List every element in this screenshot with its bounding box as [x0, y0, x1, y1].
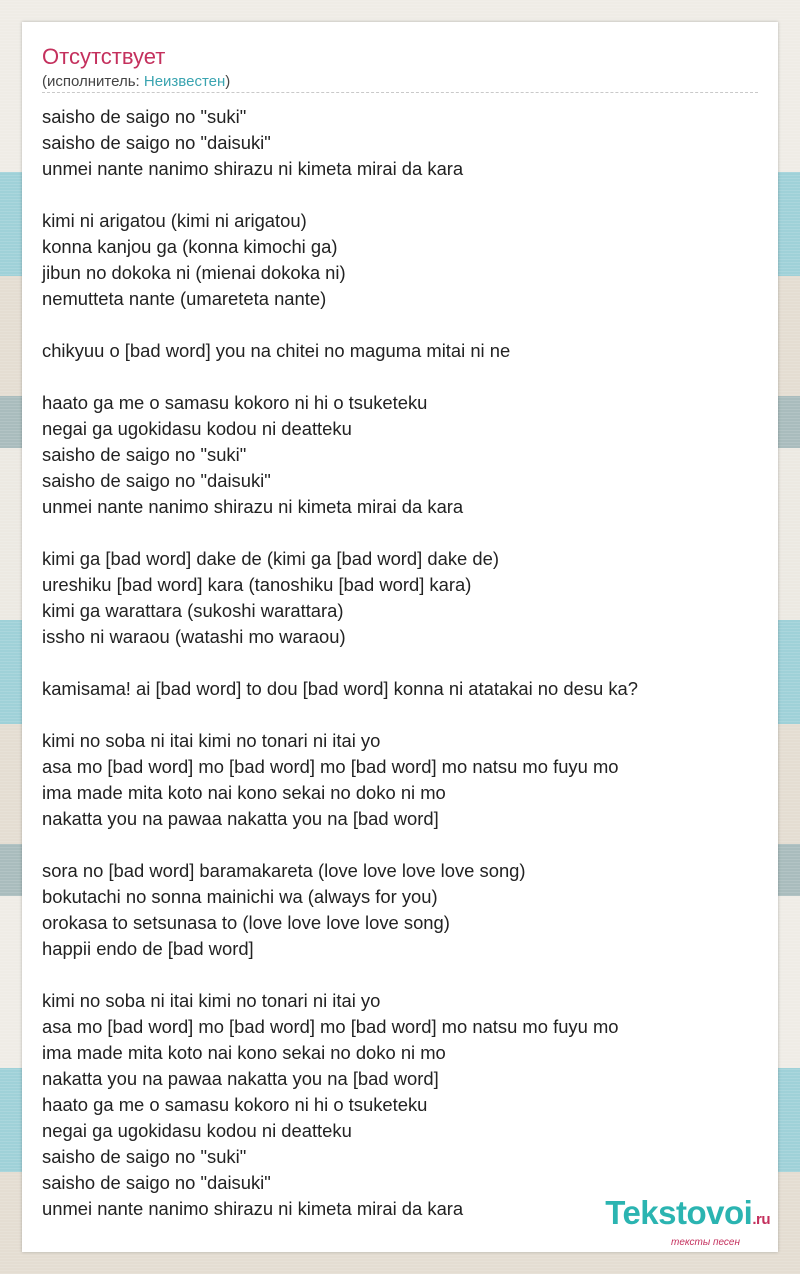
- lyric-line: saisho de saigo no "suki": [42, 1146, 247, 1167]
- lyric-line: chikyuu o [bad word] you na chitei no maguma mitai ni ne: [42, 340, 511, 361]
- lyric-line: [42, 832, 758, 858]
- lyric-line: [42, 702, 758, 728]
- lyric-line: negai ga ugokidasu kodou ni deatteku: [42, 418, 352, 439]
- lyric-line: nemutteta nante (umareteta nante): [42, 288, 327, 309]
- lyric-line: asa mo [bad word] mo [bad word] mo [bad word] mo natsu mo fuyu mo: [42, 756, 619, 777]
- lyric-line: nakatta you na pawaa nakatta you na [bad word]: [42, 808, 439, 829]
- lyric-line: haato ga me o samasu kokoro ni hi o tsuketeku: [42, 1094, 428, 1115]
- lyric-line: sora no [bad word] baramakareta (love love love love song): [42, 860, 526, 881]
- lyric-line: kimi ni arigatou (kimi ni arigatou): [42, 210, 307, 231]
- lyric-line: kimi no soba ni itai kimi no tonari ni itai yo: [42, 730, 381, 751]
- lyric-line: [42, 182, 758, 208]
- lyric-line: issho ni waraou (watashi mo waraou): [42, 626, 346, 647]
- lyric-line: saisho de saigo no "suki": [42, 444, 247, 465]
- lyric-line: nakatta you na pawaa nakatta you na [bad word]: [42, 1068, 439, 1089]
- lyric-line: ureshiku [bad word] kara (tanoshiku [bad word] kara): [42, 574, 472, 595]
- lyric-line: saisho de saigo no "daisuki": [42, 470, 271, 491]
- lyric-line: unmei nante nanimo shirazu ni kimeta mirai da kara: [42, 1198, 464, 1219]
- logo-tld: .ru: [752, 1211, 770, 1228]
- artist-prefix: (исполнитель:: [42, 73, 144, 90]
- lyrics-card: [22, 22, 778, 1252]
- lyric-line: saisho de saigo no "daisuki": [42, 132, 271, 153]
- lyric-line: kimi ga [bad word] dake de (kimi ga [bad word] dake de): [42, 548, 499, 569]
- logo-name: Tekstovoi: [605, 1194, 753, 1231]
- lyric-line: [42, 312, 758, 338]
- lyric-line: bokutachi no sonna mainichi wa (always for you): [42, 886, 438, 907]
- lyric-line: [42, 962, 758, 988]
- lyric-line: saisho de saigo no "daisuki": [42, 1172, 271, 1193]
- lyric-line: haato ga me o samasu kokoro ni hi o tsuketeku: [42, 392, 428, 413]
- lyric-line: negai ga ugokidasu kodou ni deatteku: [42, 1120, 352, 1141]
- artist-line: [42, 72, 230, 92]
- lyric-line: asa mo [bad word] mo [bad word] mo [bad word] mo natsu mo fuyu mo: [42, 1016, 619, 1037]
- lyric-line: kimi no soba ni itai kimi no tonari ni itai yo: [42, 990, 381, 1011]
- lyric-line: [42, 520, 758, 546]
- lyric-line: happii endo de [bad word]: [42, 938, 254, 959]
- lyric-line: [42, 364, 758, 390]
- lyric-line: orokasa to setsunasa to (love love love love song): [42, 912, 450, 933]
- lyric-line: unmei nante nanimo shirazu ni kimeta mirai da kara: [42, 496, 464, 517]
- lyric-line: [42, 650, 758, 676]
- lyric-line: kamisama! ai [bad word] to dou [bad word] konna ni atatakai no desu ka?: [42, 678, 639, 699]
- lyric-line: saisho de saigo no "suki": [42, 106, 247, 127]
- song-title: Отсутствует: [42, 44, 166, 69]
- artist-suffix: ): [225, 73, 231, 90]
- artist-link[interactable]: Неизвестен: [143, 73, 226, 90]
- lyric-line: unmei nante nanimo shirazu ni kimeta mirai da kara: [42, 158, 464, 179]
- divider: [42, 92, 758, 93]
- lyric-line: ima made mita koto nai kono sekai no doko ni mo: [42, 1042, 446, 1063]
- lyrics-text: [42, 104, 758, 1222]
- lyric-line: kimi ga warattara (sukoshi warattara): [42, 600, 344, 621]
- site-logo[interactable]: [605, 1196, 770, 1248]
- lyric-line: ima made mita koto nai kono sekai no doko ni mo: [42, 782, 446, 803]
- lyric-line: konna kanjou ga (konna kimochi ga): [42, 236, 338, 257]
- lyric-line: jibun no dokoka ni (mienai dokoka ni): [42, 262, 346, 283]
- logo-tagline: тексты песен: [671, 1237, 740, 1248]
